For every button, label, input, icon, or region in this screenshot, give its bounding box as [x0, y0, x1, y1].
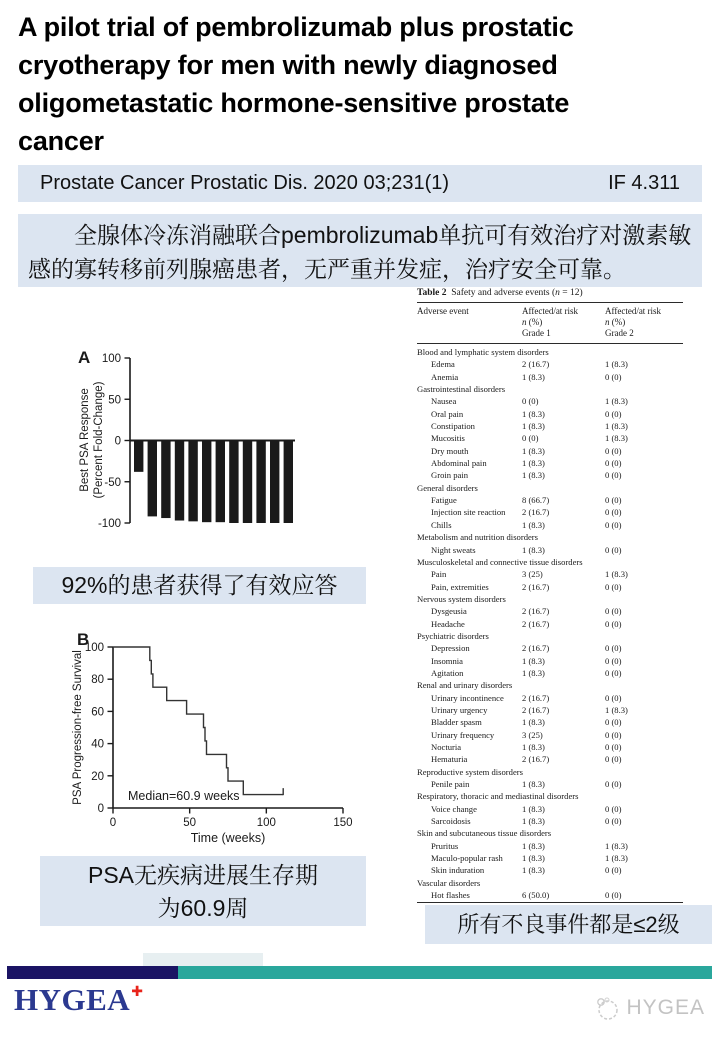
grade1-value: 2 (16.7) — [522, 704, 550, 715]
waterfall-bar — [202, 441, 211, 523]
grade2-value: 0 (0) — [605, 445, 622, 456]
table-row — [417, 840, 683, 852]
km-chart — [35, 612, 385, 857]
x-axis-label: Time (weeks) — [190, 831, 266, 845]
grade2-value: 0 (0) — [605, 779, 622, 790]
waterfall-bar — [134, 441, 143, 472]
table-category-row — [417, 593, 683, 605]
adverse-event-label: Headache — [431, 618, 465, 629]
table-title-count: = 12) — [559, 288, 583, 298]
adverse-event-label: Nervous system disorders — [417, 593, 506, 604]
grade2-value: 1 (8.3) — [605, 359, 628, 370]
summary-text: 全腺体冷冻消融联合pembrolizumab单抗可有效治疗对激素敏感的寡转移前列腺癌患者，无严重并发症，治疗安全可靠。 — [28, 222, 692, 282]
adverse-event-label: Dysgeusia — [431, 606, 467, 617]
grade1-value: 2 (16.7) — [522, 692, 550, 703]
y-axis-label: PSA Progression-free Survival — [72, 650, 84, 805]
table-row — [417, 655, 683, 667]
adverse-event-label: Musculoskeletal and connective tissue disorders — [417, 556, 583, 567]
table-row — [417, 642, 683, 654]
grade2-value: 1 (8.3) — [605, 421, 628, 432]
adverse-event-label: Voice change — [431, 803, 477, 814]
footer-bar-navy — [7, 966, 178, 979]
table-row — [417, 358, 683, 370]
km-curve — [113, 647, 283, 795]
table-row — [417, 432, 683, 444]
y-tick-label: 50 — [108, 394, 121, 407]
adverse-event-label: Pain, extremities — [431, 581, 489, 592]
grade2-value: 0 (0) — [605, 519, 622, 530]
adverse-event-label: Skin induration — [431, 865, 485, 876]
panel-label-b: B — [77, 630, 90, 649]
grade1-value: 1 (8.3) — [522, 421, 545, 432]
table-row — [417, 544, 683, 556]
waterfall-chart — [40, 335, 340, 565]
grade1-value: 1 (8.3) — [522, 853, 545, 864]
grade1-value: 1 (8.3) — [522, 519, 545, 530]
adverse-event-label: Bladder spasm — [431, 717, 482, 728]
adverse-event-label: Sarcoidosis — [431, 816, 471, 827]
adverse-event-label: Dry mouth — [431, 445, 469, 456]
adverse-event-label: Psychiatric disorders — [417, 630, 489, 641]
grade1-value: 1 (8.3) — [522, 779, 545, 790]
col-header-adverse-event: Adverse event — [417, 306, 469, 316]
table-row — [417, 605, 683, 617]
grade1-value: 6 (50.0) — [522, 890, 550, 901]
grade1-value: 2 (16.7) — [522, 606, 550, 617]
table-row — [417, 692, 683, 704]
table-category-row — [417, 482, 683, 494]
grade1-value: 1 (8.3) — [522, 803, 545, 814]
adverse-event-label: Chills — [431, 519, 452, 530]
table-row — [417, 371, 683, 383]
table-row — [417, 864, 683, 876]
grade2-value: 0 (0) — [605, 606, 622, 617]
adverse-event-label: Blood and lymphatic system disorders — [417, 347, 549, 357]
grade2-value: 0 (0) — [605, 507, 622, 518]
adverse-event-label: General disorders — [417, 482, 478, 493]
table-category-row — [417, 766, 683, 778]
adverse-events-table — [417, 288, 683, 903]
table-row — [417, 408, 683, 420]
hygea-logo — [14, 982, 143, 1018]
table-row — [417, 803, 683, 815]
table-category-row — [417, 556, 683, 568]
citation-bar — [18, 165, 702, 202]
title-line-1: A pilot trial of pembrolizumab plus prostatic — [18, 12, 574, 42]
title-line-4: cancer — [18, 126, 104, 156]
adverse-event-label: Hematuria — [431, 754, 468, 765]
y-axis-label-line1: Best PSA Response — [79, 388, 91, 492]
waterfall-bar — [216, 441, 225, 523]
table-row — [417, 519, 683, 531]
adverse-event-label: Abdominal pain — [431, 458, 487, 469]
x-tick-label: 0 — [109, 817, 117, 829]
grade1-value: 0 (0) — [522, 433, 539, 444]
title-line-3: oligometastatic hormone-sensitive prostate — [18, 88, 570, 118]
grade2-value: 0 (0) — [605, 470, 622, 481]
grade1-value: 1 (8.3) — [522, 371, 545, 382]
y-tick-label: -50 — [104, 476, 121, 489]
y-tick-label: -100 — [97, 518, 121, 530]
adverse-event-label: Edema — [431, 359, 455, 370]
y-axis-label-line2: (Percent Fold-Change) — [93, 381, 105, 499]
grade1-value: 2 (16.7) — [522, 507, 550, 518]
grade1-value: 3 (25) — [522, 569, 543, 580]
table-category-row — [417, 346, 683, 358]
adverse-event-label: Urinary incontinence — [431, 692, 504, 703]
watermark-text: HYGEA — [626, 996, 705, 1019]
grade2-value: 0 (0) — [605, 544, 622, 555]
waterfall-bar — [256, 441, 265, 524]
adverse-event-label: Maculo-popular rash — [431, 853, 503, 864]
y-tick-label: 0 — [114, 435, 121, 448]
y-tick-label: 100 — [101, 353, 121, 365]
grade2-value: 1 (8.3) — [605, 569, 628, 580]
footer-bar-teal — [178, 966, 712, 979]
table-row — [417, 815, 683, 827]
grade2-value: 0 (0) — [605, 717, 622, 728]
table-category-row — [417, 827, 683, 839]
waterfall-bar — [148, 441, 157, 517]
grade2-value: 0 (0) — [605, 655, 622, 666]
table-category-row — [417, 531, 683, 543]
y-tick-label: 0 — [97, 803, 104, 815]
grade1-value: 3 (25) — [522, 729, 543, 740]
grade1-value: 1 (8.3) — [522, 865, 545, 876]
table-row — [417, 445, 683, 457]
adverse-event-label: Urinary urgency — [431, 704, 488, 715]
table-category-row — [417, 383, 683, 395]
grade2-value: 0 (0) — [605, 371, 622, 382]
table-row — [417, 506, 683, 518]
table-category-row — [417, 679, 683, 691]
grade2-value: 0 (0) — [605, 816, 622, 827]
grade1-value: 1 (8.3) — [522, 655, 545, 666]
table-row — [417, 667, 683, 679]
table-category-row — [417, 877, 683, 889]
grade2-value: 0 (0) — [605, 754, 622, 765]
grade2-value: 0 (0) — [605, 643, 622, 654]
table-rows — [417, 344, 683, 903]
table-category-row — [417, 630, 683, 642]
table-title — [417, 288, 683, 298]
col-header-grade2: Affected/at risk n (%) Grade 2 — [605, 306, 662, 338]
grade2-value: 1 (8.3) — [605, 433, 628, 444]
citation-source: Prostate Cancer Prostatic Dis. 2020 03;231(1) — [40, 172, 450, 194]
y-tick-label: 100 — [84, 642, 104, 654]
grade1-value: 1 (8.3) — [522, 470, 545, 481]
red-cross-icon: ✚ — [131, 984, 144, 1000]
grade1-value: 8 (66.7) — [522, 495, 550, 506]
adverse-event-label: Pruritus — [431, 840, 459, 851]
grade-callout: 所有不良事件都是≤2级 — [425, 905, 712, 944]
grade2-value: 0 (0) — [605, 865, 622, 876]
table-title-number: Table 2 — [417, 288, 447, 298]
table-row — [417, 420, 683, 432]
adverse-event-label: Depression — [431, 643, 470, 654]
adverse-event-label: Respiratory, thoracic and mediastinal disorders — [417, 791, 579, 802]
grade1-value: 2 (16.7) — [522, 359, 550, 370]
grade2-value: 1 (8.3) — [605, 840, 628, 851]
grade2-value: 0 (0) — [605, 618, 622, 629]
adverse-event-label: Gastrointestinal disorders — [417, 384, 506, 395]
grade1-value: 1 (8.3) — [522, 408, 545, 419]
table-title-text: Safety and adverse events ( — [451, 288, 556, 298]
grade2-value: 1 (8.3) — [605, 704, 628, 715]
watermark — [594, 995, 705, 1021]
grade1-value: 1 (8.3) — [522, 445, 545, 456]
table-row — [417, 729, 683, 741]
page-title — [18, 8, 710, 160]
y-tick-label: 40 — [91, 738, 104, 751]
grade1-value: 1 (8.3) — [522, 544, 545, 555]
table-row — [417, 618, 683, 630]
adverse-event-label: Insomnia — [431, 655, 463, 666]
adverse-event-label: Metabolism and nutrition disorders — [417, 532, 539, 543]
adverse-event-label: Fatigue — [431, 495, 457, 506]
table-row — [417, 753, 683, 765]
table-title-n: n — [555, 288, 560, 298]
y-tick-label: 20 — [91, 770, 104, 783]
title-line-2: cryotherapy for men with newly diagnosed — [18, 50, 558, 80]
grade1-value: 2 (16.7) — [522, 643, 550, 654]
table-row — [417, 704, 683, 716]
table-header — [417, 302, 683, 344]
response-callout: 92%的患者获得了有效应答 — [33, 567, 366, 604]
adverse-event-label: Groin pain — [431, 470, 468, 481]
x-tick-label: 100 — [256, 817, 276, 829]
col-header-grade1: Affected/at risk n (%) Grade 1 — [522, 306, 579, 338]
adverse-event-label: Injection site reaction — [431, 507, 506, 518]
adverse-event-label: Night sweats — [431, 544, 476, 555]
waterfall-bar — [188, 441, 197, 522]
hygea-logo-text: HYGEA — [14, 982, 131, 1017]
adverse-event-label: Oral pain — [431, 408, 464, 419]
grade2-value: 0 (0) — [605, 692, 622, 703]
adverse-event-label: Nausea — [431, 396, 457, 407]
grade2-value: 0 (0) — [605, 667, 622, 678]
table-row — [417, 852, 683, 864]
adverse-event-label: Hot flashes — [431, 890, 470, 901]
grade1-value: 1 (8.3) — [522, 742, 545, 752]
adverse-event-label: Penile pain — [431, 779, 470, 790]
grade2-value: 0 (0) — [605, 408, 622, 419]
waterfall-bar — [284, 441, 293, 524]
adverse-event-label: Vascular disorders — [417, 877, 481, 888]
grade2-value: 0 (0) — [605, 495, 622, 506]
table-row — [417, 741, 683, 753]
table-row — [417, 889, 683, 901]
grade1-value: 2 (16.7) — [522, 581, 550, 592]
pfs-line-2: 为60.9周 — [157, 895, 249, 921]
adverse-event-label: Constipation — [431, 421, 475, 432]
grade2-value: 0 (0) — [605, 803, 622, 814]
adverse-event-label: Mucositis — [431, 433, 465, 444]
grade1-value: 2 (16.7) — [522, 618, 550, 629]
panel-label-a: A — [78, 348, 91, 367]
x-tick-label: 150 — [333, 817, 353, 829]
waterfall-bar — [161, 441, 170, 519]
waterfall-bar — [243, 441, 252, 524]
grade2-value: 1 (8.3) — [605, 853, 628, 864]
watermark-emblem-icon — [594, 995, 620, 1021]
summary-box — [18, 214, 702, 287]
adverse-event-label: Agitation — [431, 667, 464, 678]
grade1-value: 1 (8.3) — [522, 816, 545, 827]
waterfall-bar — [175, 441, 184, 521]
adverse-event-label: Skin and subcutaneous tissue disorders — [417, 828, 552, 839]
table-row — [417, 568, 683, 580]
grade2-value: 0 (0) — [605, 729, 622, 740]
grade1-value: 0 (0) — [522, 396, 539, 407]
table-row — [417, 716, 683, 728]
grade2-value: 0 (0) — [605, 458, 622, 469]
impact-factor: IF 4.311 — [608, 172, 680, 194]
median-annotation: Median=60.9 weeks — [128, 789, 240, 803]
grade1-value: 1 (8.3) — [522, 717, 545, 728]
waterfall-bar — [270, 441, 279, 524]
table-row — [417, 457, 683, 469]
adverse-event-label: Nocturia — [431, 742, 462, 752]
grade1-value: 1 (8.3) — [522, 667, 545, 678]
adverse-event-label: Anemia — [431, 371, 459, 382]
grade2-value: 1 (8.3) — [605, 396, 628, 407]
grade2-value: 0 (0) — [605, 890, 622, 901]
x-tick-label: 50 — [183, 817, 197, 829]
table-row — [417, 395, 683, 407]
grade1-value: 1 (8.3) — [522, 840, 545, 851]
adverse-event-label: Pain — [431, 569, 447, 580]
table-row — [417, 778, 683, 790]
table-row — [417, 494, 683, 506]
adverse-event-label: Reproductive system disorders — [417, 766, 523, 777]
grade2-value: 0 (0) — [605, 742, 622, 752]
pfs-line-1: PSA无疾病进展生存期 — [87, 862, 319, 888]
table-row — [417, 581, 683, 593]
table-category-row — [417, 790, 683, 802]
grade2-value: 0 (0) — [605, 581, 622, 592]
adverse-event-label: Urinary frequency — [431, 729, 495, 740]
table-row — [417, 469, 683, 481]
y-tick-label: 80 — [91, 674, 104, 687]
adverse-event-label: Renal and urinary disorders — [417, 680, 513, 691]
footer-accent-light — [143, 953, 263, 967]
waterfall-bar — [229, 441, 238, 524]
grade1-value: 2 (16.7) — [522, 754, 550, 765]
grade1-value: 1 (8.3) — [522, 458, 545, 469]
y-tick-label: 60 — [91, 706, 104, 719]
pfs-callout — [40, 856, 366, 926]
